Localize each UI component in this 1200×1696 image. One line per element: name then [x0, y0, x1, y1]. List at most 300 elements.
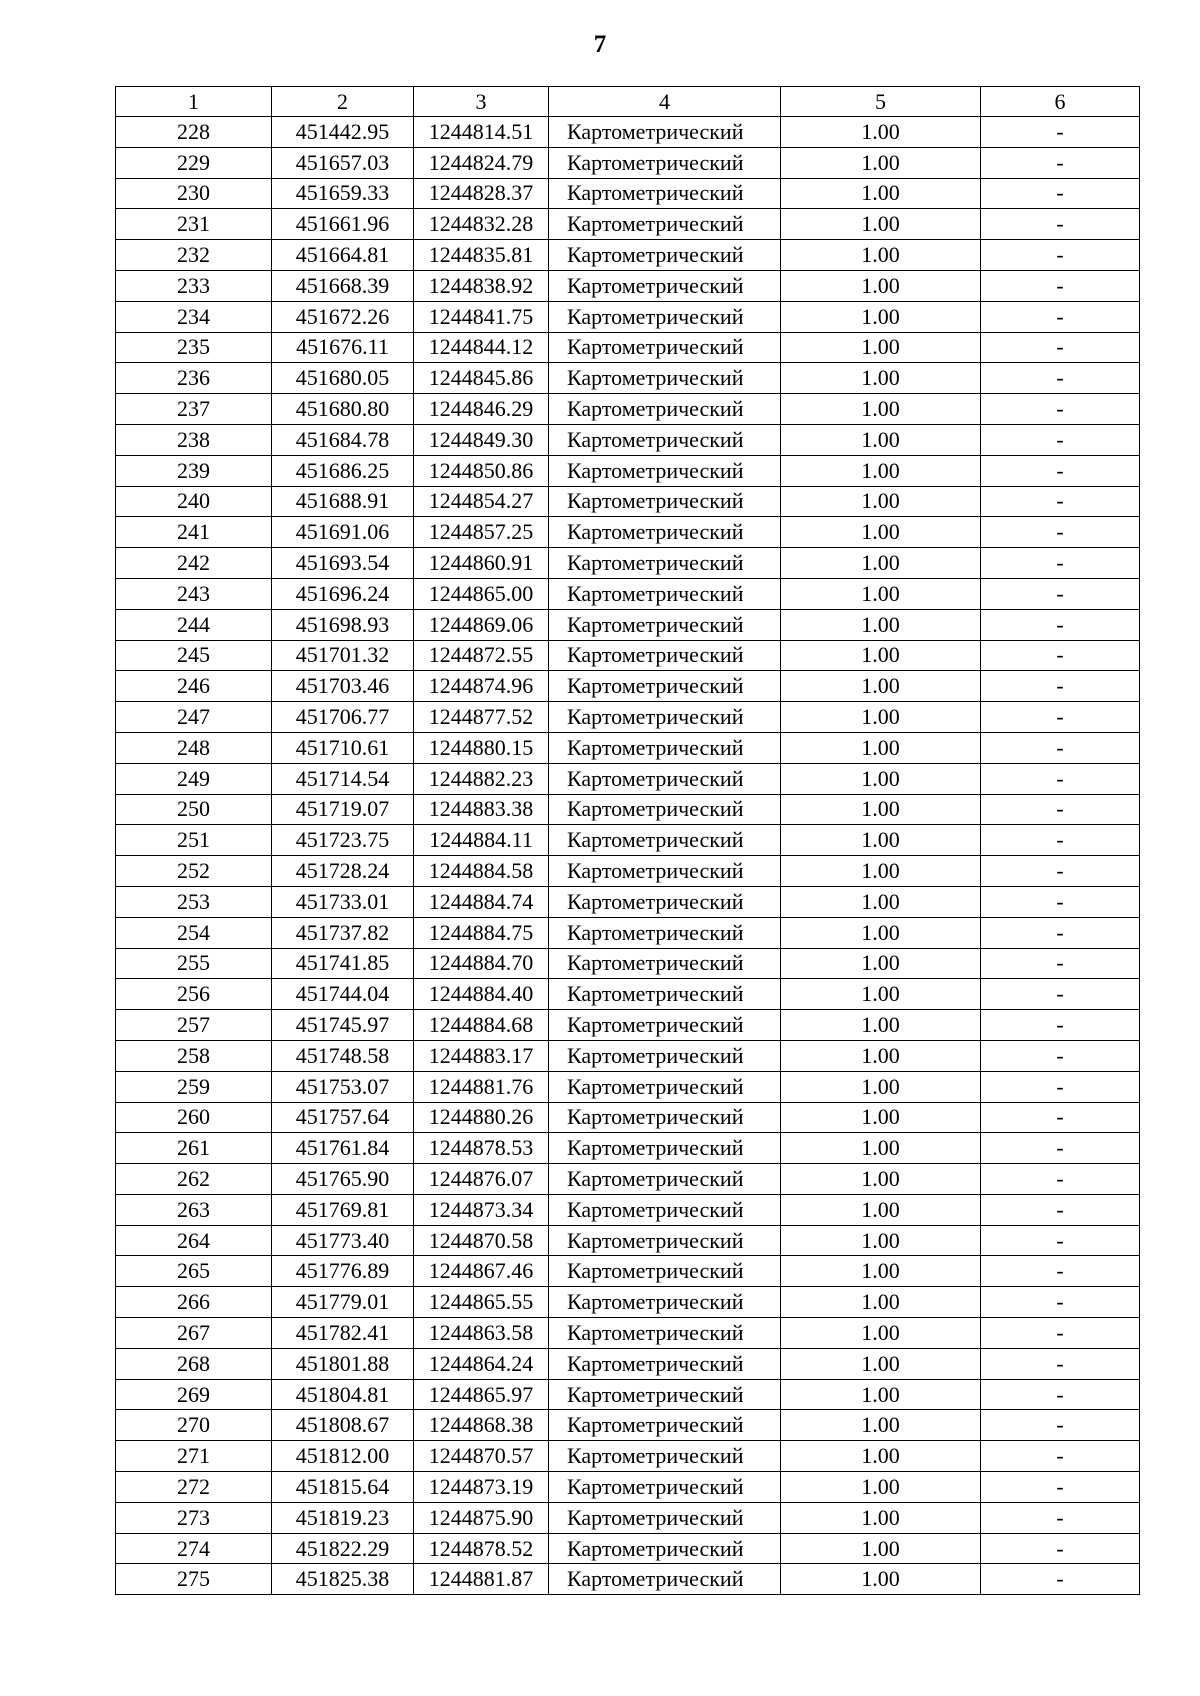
method-cell: Картометрический [549, 1410, 781, 1441]
accuracy-cell: 1.00 [781, 209, 981, 240]
y-coordinate-cell: 1244865.00 [414, 578, 549, 609]
y-coordinate-cell: 1244878.52 [414, 1533, 549, 1564]
y-coordinate-cell: 1244841.75 [414, 301, 549, 332]
y-coordinate-cell: 1244884.70 [414, 948, 549, 979]
accuracy-cell: 1.00 [781, 763, 981, 794]
y-coordinate-cell: 1244828.37 [414, 178, 549, 209]
table-row [116, 1164, 1140, 1195]
description-cell: - [981, 455, 1140, 486]
description-cell: - [981, 702, 1140, 733]
point-number-cell: 270 [116, 1410, 272, 1441]
table-row [116, 1287, 1140, 1318]
table-row [116, 640, 1140, 671]
x-coordinate-cell: 451706.77 [272, 702, 414, 733]
point-number-cell: 238 [116, 424, 272, 455]
x-coordinate-cell: 451661.96 [272, 209, 414, 240]
method-cell: Картометрический [549, 301, 781, 332]
method-cell: Картометрический [549, 147, 781, 178]
description-cell: - [981, 609, 1140, 640]
x-coordinate-cell: 451776.89 [272, 1256, 414, 1287]
x-coordinate-cell: 451672.26 [272, 301, 414, 332]
point-number-cell: 237 [116, 394, 272, 425]
table-row [116, 270, 1140, 301]
point-number-cell: 246 [116, 671, 272, 702]
accuracy-cell: 1.00 [781, 240, 981, 271]
x-coordinate-cell: 451698.93 [272, 609, 414, 640]
accuracy-cell: 1.00 [781, 1102, 981, 1133]
point-number-cell: 230 [116, 178, 272, 209]
x-coordinate-cell: 451737.82 [272, 917, 414, 948]
x-coordinate-cell: 451815.64 [272, 1472, 414, 1503]
x-coordinate-cell: 451819.23 [272, 1502, 414, 1533]
description-cell: - [981, 178, 1140, 209]
y-coordinate-cell: 1244884.40 [414, 979, 549, 1010]
x-coordinate-cell: 451804.81 [272, 1379, 414, 1410]
description-cell: - [981, 240, 1140, 271]
y-coordinate-cell: 1244824.79 [414, 147, 549, 178]
method-cell: Картометрический [549, 1256, 781, 1287]
accuracy-cell: 1.00 [781, 702, 981, 733]
y-coordinate-cell: 1244868.38 [414, 1410, 549, 1441]
table-row [116, 1379, 1140, 1410]
accuracy-cell: 1.00 [781, 1194, 981, 1225]
point-number-cell: 254 [116, 917, 272, 948]
description-cell: - [981, 763, 1140, 794]
x-coordinate-cell: 451822.29 [272, 1533, 414, 1564]
y-coordinate-cell: 1244884.75 [414, 917, 549, 948]
table-body [116, 117, 1140, 1595]
accuracy-cell: 1.00 [781, 270, 981, 301]
y-coordinate-cell: 1244849.30 [414, 424, 549, 455]
description-cell: - [981, 209, 1140, 240]
method-cell: Картометрический [549, 794, 781, 825]
description-cell: - [981, 732, 1140, 763]
method-cell: Картометрический [549, 1318, 781, 1349]
point-number-cell: 255 [116, 948, 272, 979]
method-cell: Картометрический [549, 270, 781, 301]
accuracy-cell: 1.00 [781, 178, 981, 209]
method-cell: Картометрический [549, 486, 781, 517]
table-row [116, 886, 1140, 917]
method-cell: Картометрический [549, 825, 781, 856]
x-coordinate-cell: 451782.41 [272, 1318, 414, 1349]
point-number-cell: 257 [116, 1010, 272, 1041]
method-cell: Картометрический [549, 948, 781, 979]
x-coordinate-cell: 451680.05 [272, 363, 414, 394]
method-cell: Картометрический [549, 1102, 781, 1133]
accuracy-cell: 1.00 [781, 1225, 981, 1256]
column-header: 4 [549, 87, 781, 117]
y-coordinate-cell: 1244838.92 [414, 270, 549, 301]
accuracy-cell: 1.00 [781, 117, 981, 148]
y-coordinate-cell: 1244865.97 [414, 1379, 549, 1410]
table-row [116, 178, 1140, 209]
y-coordinate-cell: 1244867.46 [414, 1256, 549, 1287]
description-cell: - [981, 794, 1140, 825]
x-coordinate-cell: 451808.67 [272, 1410, 414, 1441]
accuracy-cell: 1.00 [781, 640, 981, 671]
x-coordinate-cell: 451657.03 [272, 147, 414, 178]
method-cell: Картометрический [549, 732, 781, 763]
table-row [116, 671, 1140, 702]
accuracy-cell: 1.00 [781, 609, 981, 640]
point-number-cell: 258 [116, 1040, 272, 1071]
method-cell: Картометрический [549, 640, 781, 671]
point-number-cell: 250 [116, 794, 272, 825]
x-coordinate-cell: 451801.88 [272, 1348, 414, 1379]
method-cell: Картометрический [549, 763, 781, 794]
method-cell: Картометрический [549, 117, 781, 148]
accuracy-cell: 1.00 [781, 1071, 981, 1102]
description-cell: - [981, 1102, 1140, 1133]
x-coordinate-cell: 451680.80 [272, 394, 414, 425]
accuracy-cell: 1.00 [781, 1318, 981, 1349]
point-number-cell: 262 [116, 1164, 272, 1195]
description-cell: - [981, 1287, 1140, 1318]
description-cell: - [981, 1194, 1140, 1225]
x-coordinate-cell: 451757.64 [272, 1102, 414, 1133]
table-row [116, 763, 1140, 794]
table-row [116, 424, 1140, 455]
y-coordinate-cell: 1244884.74 [414, 886, 549, 917]
accuracy-cell: 1.00 [781, 886, 981, 917]
accuracy-cell: 1.00 [781, 979, 981, 1010]
coordinates-table [115, 86, 1140, 1595]
point-number-cell: 268 [116, 1348, 272, 1379]
x-coordinate-cell: 451741.85 [272, 948, 414, 979]
description-cell: - [981, 1533, 1140, 1564]
x-coordinate-cell: 451761.84 [272, 1133, 414, 1164]
table-row [116, 1010, 1140, 1041]
accuracy-cell: 1.00 [781, 1533, 981, 1564]
accuracy-cell: 1.00 [781, 394, 981, 425]
table-row [116, 702, 1140, 733]
table-row [116, 609, 1140, 640]
table-row [116, 732, 1140, 763]
method-cell: Картометрический [549, 548, 781, 579]
description-cell: - [981, 1318, 1140, 1349]
x-coordinate-cell: 451714.54 [272, 763, 414, 794]
accuracy-cell: 1.00 [781, 1040, 981, 1071]
y-coordinate-cell: 1244850.86 [414, 455, 549, 486]
x-coordinate-cell: 451812.00 [272, 1441, 414, 1472]
y-coordinate-cell: 1244873.34 [414, 1194, 549, 1225]
point-number-cell: 232 [116, 240, 272, 271]
y-coordinate-cell: 1244877.52 [414, 702, 549, 733]
table-row [116, 948, 1140, 979]
point-number-cell: 273 [116, 1502, 272, 1533]
point-number-cell: 233 [116, 270, 272, 301]
point-number-cell: 243 [116, 578, 272, 609]
x-coordinate-cell: 451728.24 [272, 856, 414, 887]
point-number-cell: 272 [116, 1472, 272, 1503]
accuracy-cell: 1.00 [781, 1441, 981, 1472]
accuracy-cell: 1.00 [781, 1564, 981, 1595]
table-row [116, 794, 1140, 825]
description-cell: - [981, 548, 1140, 579]
method-cell: Картометрический [549, 609, 781, 640]
method-cell: Картометрический [549, 178, 781, 209]
point-number-cell: 271 [116, 1441, 272, 1472]
description-cell: - [981, 917, 1140, 948]
table-row [116, 1502, 1140, 1533]
point-number-cell: 234 [116, 301, 272, 332]
description-cell: - [981, 856, 1140, 887]
method-cell: Картометрический [549, 332, 781, 363]
accuracy-cell: 1.00 [781, 1164, 981, 1195]
table-row [116, 486, 1140, 517]
column-header: 1 [116, 87, 272, 117]
table-row [116, 1472, 1140, 1503]
table-row [116, 240, 1140, 271]
point-number-cell: 263 [116, 1194, 272, 1225]
accuracy-cell: 1.00 [781, 147, 981, 178]
table-row [116, 856, 1140, 887]
method-cell: Картометрический [549, 1287, 781, 1318]
description-cell: - [981, 1502, 1140, 1533]
table-row [116, 517, 1140, 548]
point-number-cell: 256 [116, 979, 272, 1010]
description-cell: - [981, 332, 1140, 363]
point-number-cell: 242 [116, 548, 272, 579]
description-cell: - [981, 1441, 1140, 1472]
description-cell: - [981, 1071, 1140, 1102]
column-header: 5 [781, 87, 981, 117]
description-cell: - [981, 1472, 1140, 1503]
y-coordinate-cell: 1244865.55 [414, 1287, 549, 1318]
x-coordinate-cell: 451442.95 [272, 117, 414, 148]
method-cell: Картометрический [549, 917, 781, 948]
point-number-cell: 241 [116, 517, 272, 548]
table-row [116, 1133, 1140, 1164]
y-coordinate-cell: 1244874.96 [414, 671, 549, 702]
table-row [116, 147, 1140, 178]
method-cell: Картометрический [549, 1225, 781, 1256]
description-cell: - [981, 1410, 1140, 1441]
method-cell: Картометрический [549, 1071, 781, 1102]
description-cell: - [981, 1040, 1140, 1071]
y-coordinate-cell: 1244844.12 [414, 332, 549, 363]
method-cell: Картометрический [549, 363, 781, 394]
table-row [116, 394, 1140, 425]
description-cell: - [981, 671, 1140, 702]
y-coordinate-cell: 1244854.27 [414, 486, 549, 517]
x-coordinate-cell: 451779.01 [272, 1287, 414, 1318]
x-coordinate-cell: 451710.61 [272, 732, 414, 763]
table-row [116, 332, 1140, 363]
x-coordinate-cell: 451691.06 [272, 517, 414, 548]
y-coordinate-cell: 1244884.58 [414, 856, 549, 887]
point-number-cell: 236 [116, 363, 272, 394]
x-coordinate-cell: 451659.33 [272, 178, 414, 209]
method-cell: Картометрический [549, 1194, 781, 1225]
accuracy-cell: 1.00 [781, 917, 981, 948]
x-coordinate-cell: 451825.38 [272, 1564, 414, 1595]
table-row [116, 578, 1140, 609]
point-number-cell: 244 [116, 609, 272, 640]
accuracy-cell: 1.00 [781, 363, 981, 394]
x-coordinate-cell: 451769.81 [272, 1194, 414, 1225]
y-coordinate-cell: 1244884.11 [414, 825, 549, 856]
point-number-cell: 231 [116, 209, 272, 240]
point-number-cell: 259 [116, 1071, 272, 1102]
x-coordinate-cell: 451696.24 [272, 578, 414, 609]
accuracy-cell: 1.00 [781, 856, 981, 887]
method-cell: Картометрический [549, 1040, 781, 1071]
point-number-cell: 266 [116, 1287, 272, 1318]
y-coordinate-cell: 1244875.90 [414, 1502, 549, 1533]
table-row [116, 1225, 1140, 1256]
x-coordinate-cell: 451668.39 [272, 270, 414, 301]
point-number-cell: 248 [116, 732, 272, 763]
column-header: 3 [414, 87, 549, 117]
description-cell: - [981, 147, 1140, 178]
y-coordinate-cell: 1244873.19 [414, 1472, 549, 1503]
y-coordinate-cell: 1244884.68 [414, 1010, 549, 1041]
point-number-cell: 261 [116, 1133, 272, 1164]
description-cell: - [981, 1225, 1140, 1256]
y-coordinate-cell: 1244845.86 [414, 363, 549, 394]
accuracy-cell: 1.00 [781, 301, 981, 332]
x-coordinate-cell: 451748.58 [272, 1040, 414, 1071]
method-cell: Картометрический [549, 394, 781, 425]
table-header-row [116, 87, 1140, 117]
table-row [116, 1040, 1140, 1071]
y-coordinate-cell: 1244881.87 [414, 1564, 549, 1595]
table-row [116, 1102, 1140, 1133]
description-cell: - [981, 1379, 1140, 1410]
x-coordinate-cell: 451688.91 [272, 486, 414, 517]
accuracy-cell: 1.00 [781, 486, 981, 517]
column-header: 2 [272, 87, 414, 117]
table-row [116, 1071, 1140, 1102]
column-header: 6 [981, 87, 1140, 117]
accuracy-cell: 1.00 [781, 1379, 981, 1410]
method-cell: Картометрический [549, 1010, 781, 1041]
accuracy-cell: 1.00 [781, 671, 981, 702]
x-coordinate-cell: 451723.75 [272, 825, 414, 856]
table-row [116, 117, 1140, 148]
y-coordinate-cell: 1244814.51 [414, 117, 549, 148]
method-cell: Картометрический [549, 886, 781, 917]
point-number-cell: 252 [116, 856, 272, 887]
accuracy-cell: 1.00 [781, 1410, 981, 1441]
x-coordinate-cell: 451693.54 [272, 548, 414, 579]
x-coordinate-cell: 451753.07 [272, 1071, 414, 1102]
accuracy-cell: 1.00 [781, 1502, 981, 1533]
point-number-cell: 229 [116, 147, 272, 178]
description-cell: - [981, 640, 1140, 671]
method-cell: Картометрический [549, 1564, 781, 1595]
table-row [116, 917, 1140, 948]
accuracy-cell: 1.00 [781, 1287, 981, 1318]
description-cell: - [981, 486, 1140, 517]
method-cell: Картометрический [549, 578, 781, 609]
accuracy-cell: 1.00 [781, 455, 981, 486]
method-cell: Картометрический [549, 1379, 781, 1410]
description-cell: - [981, 270, 1140, 301]
accuracy-cell: 1.00 [781, 825, 981, 856]
method-cell: Картометрический [549, 240, 781, 271]
description-cell: - [981, 1133, 1140, 1164]
method-cell: Картометрический [549, 1472, 781, 1503]
table-row [116, 209, 1140, 240]
table-row [116, 1318, 1140, 1349]
accuracy-cell: 1.00 [781, 732, 981, 763]
description-cell: - [981, 424, 1140, 455]
y-coordinate-cell: 1244880.15 [414, 732, 549, 763]
y-coordinate-cell: 1244882.23 [414, 763, 549, 794]
x-coordinate-cell: 451719.07 [272, 794, 414, 825]
y-coordinate-cell: 1244835.81 [414, 240, 549, 271]
method-cell: Картометрический [549, 1164, 781, 1195]
x-coordinate-cell: 451773.40 [272, 1225, 414, 1256]
table-row [116, 1194, 1140, 1225]
point-number-cell: 253 [116, 886, 272, 917]
point-number-cell: 265 [116, 1256, 272, 1287]
y-coordinate-cell: 1244860.91 [414, 548, 549, 579]
description-cell: - [981, 1564, 1140, 1595]
description-cell: - [981, 117, 1140, 148]
description-cell: - [981, 578, 1140, 609]
table-row [116, 548, 1140, 579]
table-row [116, 301, 1140, 332]
accuracy-cell: 1.00 [781, 424, 981, 455]
x-coordinate-cell: 451765.90 [272, 1164, 414, 1195]
y-coordinate-cell: 1244846.29 [414, 394, 549, 425]
point-number-cell: 267 [116, 1318, 272, 1349]
x-coordinate-cell: 451664.81 [272, 240, 414, 271]
y-coordinate-cell: 1244883.17 [414, 1040, 549, 1071]
table-row [116, 979, 1140, 1010]
table-row [116, 1564, 1140, 1595]
description-cell: - [981, 886, 1140, 917]
point-number-cell: 235 [116, 332, 272, 363]
point-number-cell: 260 [116, 1102, 272, 1133]
table-row [116, 1533, 1140, 1564]
accuracy-cell: 1.00 [781, 794, 981, 825]
description-cell: - [981, 1348, 1140, 1379]
table-row [116, 1441, 1140, 1472]
point-number-cell: 239 [116, 455, 272, 486]
method-cell: Картометрический [549, 209, 781, 240]
method-cell: Картометрический [549, 517, 781, 548]
method-cell: Картометрический [549, 702, 781, 733]
accuracy-cell: 1.00 [781, 1348, 981, 1379]
method-cell: Картометрический [549, 1133, 781, 1164]
table-row [116, 363, 1140, 394]
point-number-cell: 249 [116, 763, 272, 794]
point-number-cell: 245 [116, 640, 272, 671]
page-number: 7 [593, 31, 607, 58]
accuracy-cell: 1.00 [781, 1133, 981, 1164]
point-number-cell: 228 [116, 117, 272, 148]
y-coordinate-cell: 1244863.58 [414, 1318, 549, 1349]
y-coordinate-cell: 1244883.38 [414, 794, 549, 825]
method-cell: Картометрический [549, 856, 781, 887]
x-coordinate-cell: 451676.11 [272, 332, 414, 363]
point-number-cell: 269 [116, 1379, 272, 1410]
description-cell: - [981, 363, 1140, 394]
table-row [116, 825, 1140, 856]
y-coordinate-cell: 1244872.55 [414, 640, 549, 671]
x-coordinate-cell: 451733.01 [272, 886, 414, 917]
y-coordinate-cell: 1244876.07 [414, 1164, 549, 1195]
accuracy-cell: 1.00 [781, 1472, 981, 1503]
description-cell: - [981, 979, 1140, 1010]
table-row [116, 1410, 1140, 1441]
accuracy-cell: 1.00 [781, 1256, 981, 1287]
